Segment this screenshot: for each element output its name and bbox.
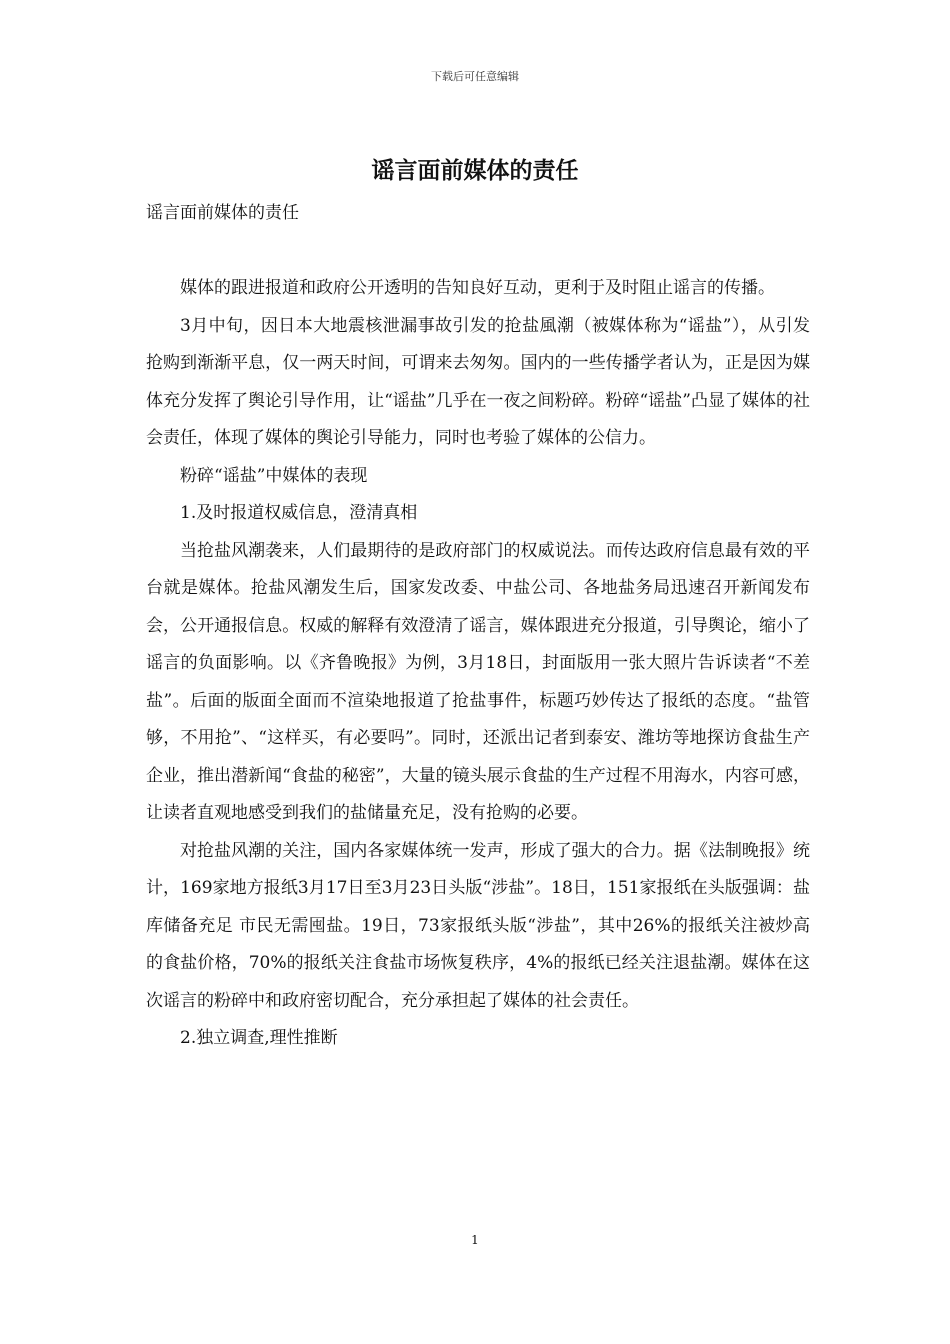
section-heading: 粉碎“谣盐”中媒体的表现	[180, 465, 368, 486]
header-note: 下载后可任意编辑	[431, 70, 519, 83]
document-body	[146, 270, 810, 1058]
document-subtitle: 谣言面前媒体的责任	[146, 203, 299, 223]
paragraph-background: 3月中旬，因日本大地震核泄漏事故引发的抢盐風潮（被媒体称为“谣盐”），从引发抢购到渐渐平息，仅一两天时间，可谓来去匆匆。国内的一些传播学者认为，正是因为媒体充分发挥了舆论引导作用，让“谣盐”几乎在一夜之间粉碎。粉碎“谣盐”凸显了媒体的社会责任，体现了媒体的舆论引导能力，同时也考验了媒体的公信力。	[146, 315, 810, 448]
page-number: 1	[471, 1233, 479, 1247]
paragraph-authority-info: 当抢盐风潮袭来，人们最期待的是政府部门的权威说法。而传达政府信息最有效的平台就是媒体。抢盐风潮发生后，国家发改委、中盐公司、各地盐务局迅速召开新闻发布会，公开通报信息。权威的解释有效澄清了谣言，媒体跟进充分报道，引导舆论，缩小了谣言的负面影响。以《齐鲁晚报》为例，3月18日，封面版用一张大照片告诉读者“不差盐”。后面的版面全面而不渲染地报道了抢盐事件，标题巧妙传达了报纸的态度。“盐管够，不用抢”、“这样买，有必要吗”。同时，还派出记者到泰安、潍坊等地探访食盐生产企业，推出潜新闻“食盐的秘密”，大量的镜头展示食盐的生产过程不用海水，内容可感，让读者直观地感受到我们的盐储量充足，没有抢购的必要。	[146, 540, 810, 823]
subsection-heading-2: 2.独立调查,理性推断	[180, 1028, 338, 1048]
document-title: 谣言面前媒体的责任	[371, 157, 579, 184]
paragraph-intro: 媒体的跟进报道和政府公开透明的告知良好互动，更利于及时阻止谣言的传播。	[180, 278, 775, 298]
paragraph-media-coverage: 对抢盐风潮的关注，国内各家媒体统一发声，形成了强大的合力。据《法制晚报》统计，169家地方报纸3月17日至3月23日头版“涉盐”。18日，151家报纸在头版强调：盐库储备充足 市民无需囤盐。19日，73家报纸头版“涉盐”，其中26%的报纸关注被炒高的食盐价格，70%的报纸关注食盐市场恢复秩序，4%的报纸已经关注退盐潮。媒体在这次谣言的粉碎中和政府密切配合，充分承担起了媒体的社会责任。	[146, 840, 810, 1011]
subsection-heading-1: 1.及时报道权威信息，澄清真相	[180, 503, 418, 523]
